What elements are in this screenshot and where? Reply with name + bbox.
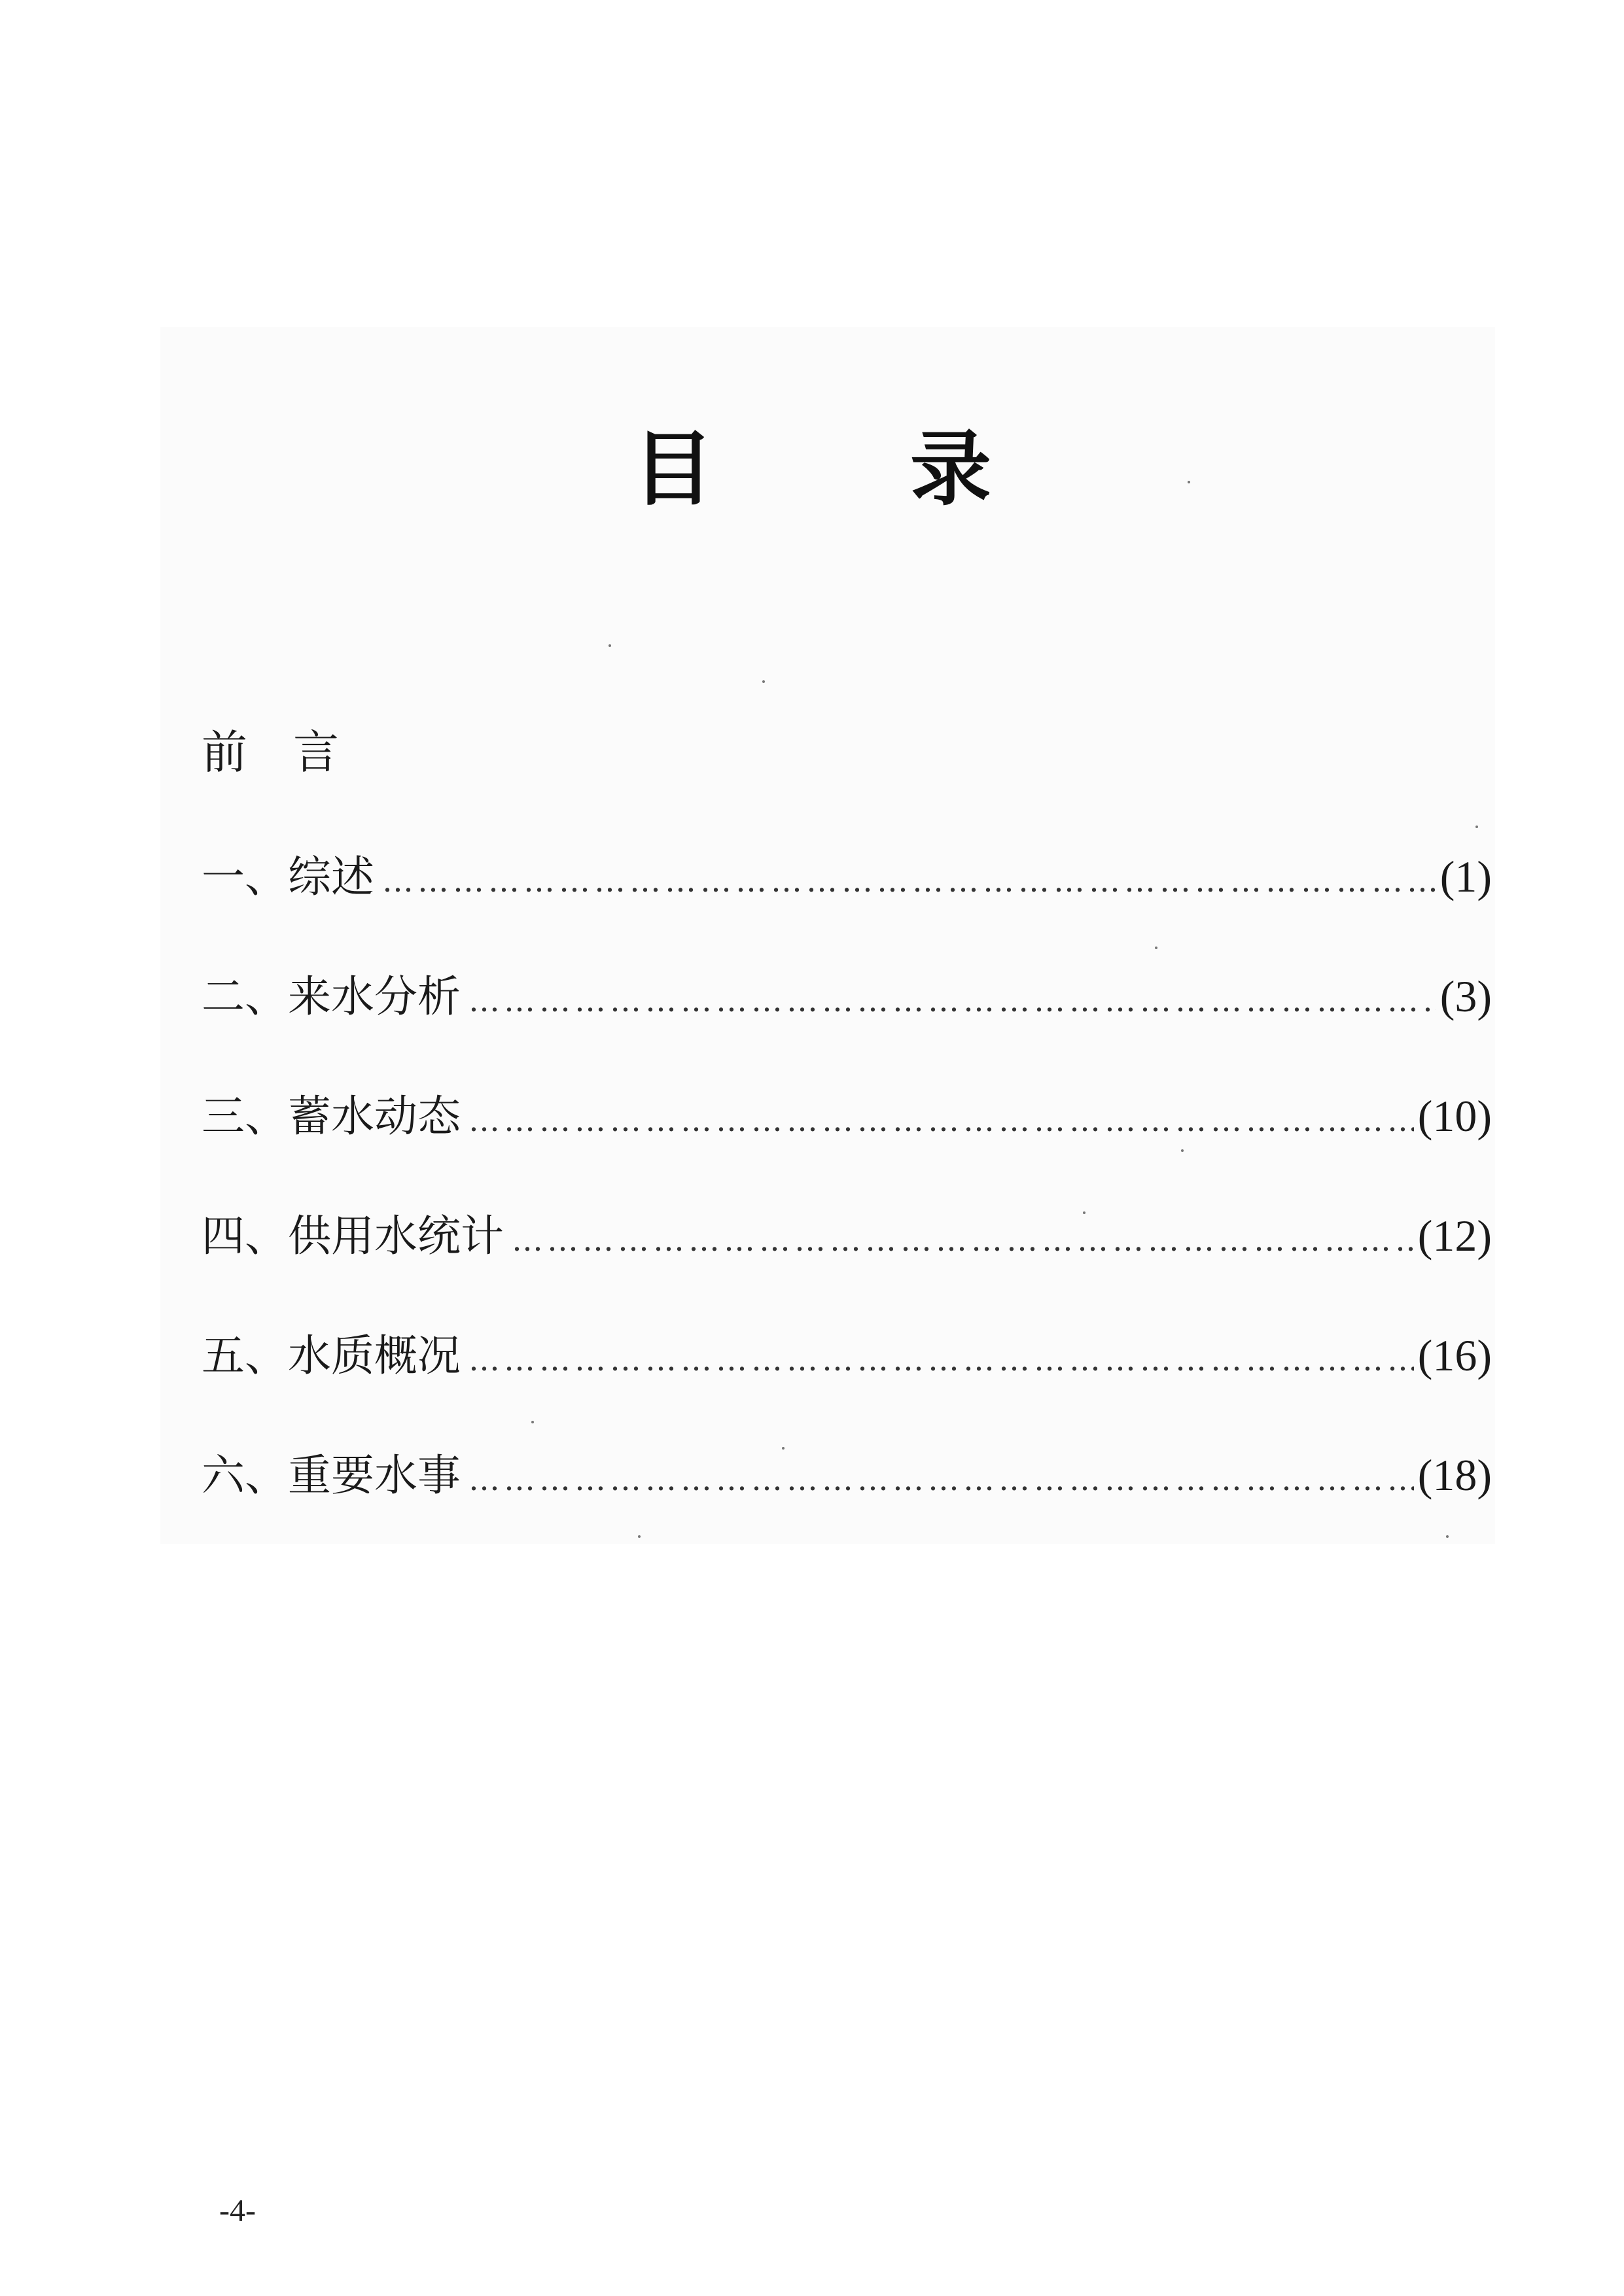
toc-entry[interactable] bbox=[202, 844, 1492, 964]
scan-speck bbox=[1155, 947, 1157, 949]
toc-entry[interactable] bbox=[202, 1442, 1492, 1562]
toc-entry-label: 一、综述 bbox=[202, 852, 374, 902]
toc-entry-label: 三、蓄水动态 bbox=[202, 1091, 461, 1141]
toc-entry-label: 四、供用水统计 bbox=[202, 1211, 504, 1261]
toc-leader-dots bbox=[468, 1447, 1414, 1512]
toc-entry-page: (18) bbox=[1417, 1450, 1492, 1500]
toc-entry[interactable] bbox=[202, 1203, 1492, 1323]
scan-speck bbox=[609, 644, 611, 647]
scan-speck bbox=[1475, 826, 1478, 828]
toc-leader-dots bbox=[468, 968, 1436, 1034]
toc-leader-dots bbox=[468, 1327, 1414, 1393]
toc-entry[interactable] bbox=[202, 964, 1492, 1083]
toc-leader-dots bbox=[512, 1208, 1414, 1273]
toc-entry-page: (10) bbox=[1417, 1091, 1492, 1141]
page-number: -4- bbox=[219, 2193, 256, 2228]
scan-speck bbox=[1181, 1149, 1184, 1152]
scan-speck bbox=[1446, 1535, 1449, 1538]
toc-entry-page: (12) bbox=[1417, 1211, 1492, 1261]
toc-entry-label: 二、来水分析 bbox=[202, 971, 461, 1022]
toc-entry-page: (3) bbox=[1439, 971, 1492, 1021]
toc-entry-label: 五、水质概况 bbox=[202, 1331, 461, 1381]
preface-heading: 前言 bbox=[202, 725, 385, 779]
toc-entry-label: 六、重要水事 bbox=[202, 1450, 461, 1501]
toc-entry[interactable] bbox=[202, 1083, 1492, 1203]
scan-speck bbox=[531, 1421, 534, 1423]
page-title: 目录 bbox=[632, 423, 1188, 517]
scan-speck bbox=[1188, 481, 1190, 483]
table-of-contents bbox=[202, 844, 1492, 1562]
toc-entry[interactable] bbox=[202, 1323, 1492, 1442]
scan-speck bbox=[762, 680, 765, 683]
toc-entry-page: (16) bbox=[1417, 1331, 1492, 1380]
toc-leader-dots bbox=[468, 1088, 1414, 1153]
toc-entry-page: (1) bbox=[1439, 852, 1492, 901]
scan-speck bbox=[1083, 1211, 1086, 1214]
toc-leader-dots bbox=[382, 848, 1436, 914]
scan-speck bbox=[638, 1535, 641, 1538]
scan-speck bbox=[782, 1447, 785, 1450]
